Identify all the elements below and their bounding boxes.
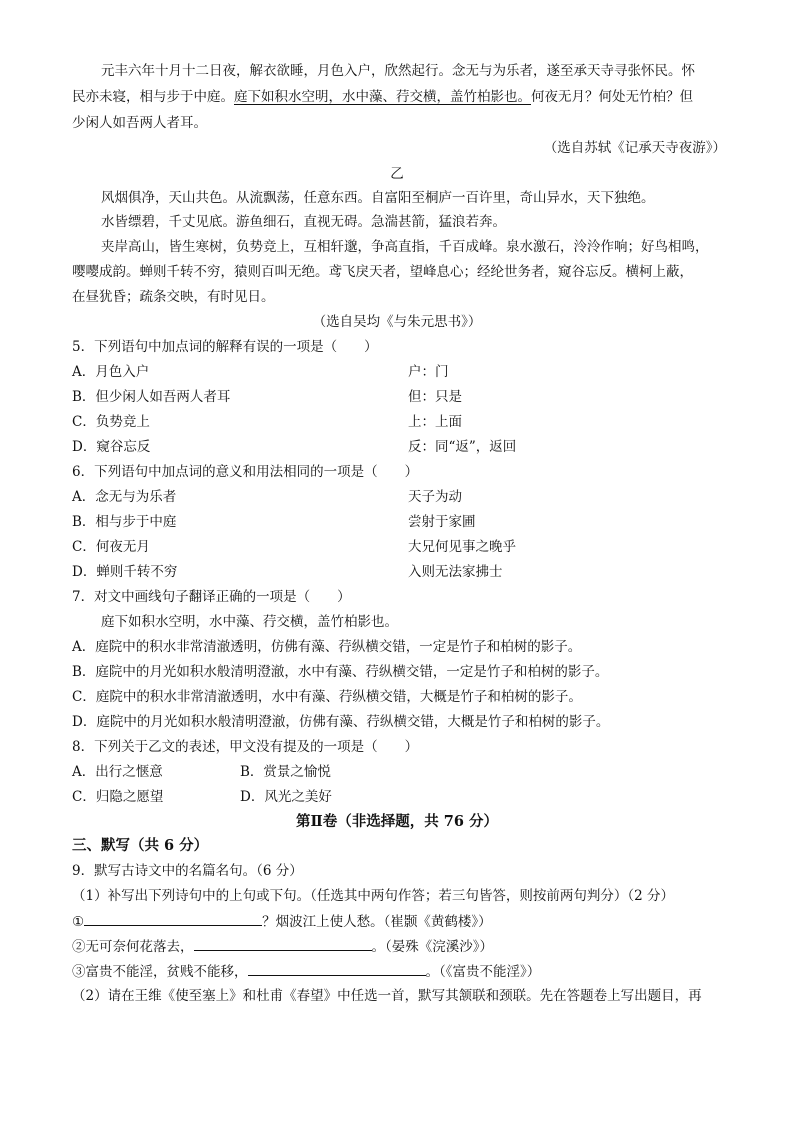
q9-item-2 (72, 936, 493, 957)
q5-option-d-gloss: 反：同“返”，返回 (408, 439, 517, 455)
q7-option-b: B．庭院中的月光如积水般清明澄澈，水中有藻、荇纵横交错，一定是竹子和柏树的影子。 (72, 664, 609, 680)
q8-option-d: D．风光之美好 (240, 789, 332, 805)
q6-option-b: B．相与步于中庭 (72, 514, 177, 530)
q9-item-3-suffix: 。（《富贵不能淫》） (425, 964, 541, 980)
q6-option-d: D．蝉则千转不穷 (72, 564, 178, 580)
yi-paragraph-1: 风烟俱净，天山共色。从流飘荡，任意东西。自富阳至桐庐一百许里，奇山异水，天下独绝。 (101, 190, 655, 206)
q6-option-c-compare: 大兄何见事之晚乎 (408, 539, 516, 555)
q5-option-c-gloss: 上：上面 (408, 414, 462, 430)
q5-stem: 5．下列语句中加点词的解释有误的一项是（ ） (72, 339, 378, 355)
q5-option-b-gloss: 但：只是 (408, 389, 462, 405)
q7-option-a: A．庭院中的积水非常清澈透明，仿佛有藻、荇纵横交错，一定是竹子和柏树的影子。 (72, 639, 582, 655)
yi-paragraph-3-line-1: 夹岸高山，皆生寒树，负势竞上，互相轩邈，争高直指，千百成峰。泉水激石，泠泠作响；好鸟相鸣， (101, 239, 709, 255)
q9-item-1-prefix: ① (72, 914, 85, 930)
q5-option-a: A．月色入户 (72, 364, 150, 380)
q7-option-c: C．庭院中的积水非常清澈透明，水中有藻、荇纵横交错，大概是竹子和柏树的影子。 (72, 689, 582, 705)
q9-item-3-answer-blank[interactable] (248, 961, 426, 976)
jia-line-2-end: 何夜无月？何处无竹柏？但 (531, 89, 693, 105)
q9-sub1-instructions: （1）补写出下列诗句中的上句或下句。（任选其中两句作答；若三句皆答，则按前两句判分）（2 分） (72, 888, 674, 904)
q9-item-1-suffix: ？烟波江上使人愁。（崔颢《黄鹤楼》） (262, 914, 492, 930)
q7-quote: 庭下如积水空明，水中藻、荇交横，盖竹柏影也。 (101, 614, 398, 630)
q8-stem: 8．下列关于乙文的表述，甲文没有提及的一项是（ ） (72, 739, 419, 755)
q5-option-c: C．负势竞上 (72, 414, 150, 430)
q8-option-a: A．出行之惬意 (72, 764, 163, 780)
q9-item-1-answer-blank[interactable] (84, 911, 262, 926)
q8-option-c: C．归隐之愿望 (72, 789, 164, 805)
section-3-heading: 三、默写（共 6 分） (72, 837, 209, 854)
q6-option-a: A．念无与为乐者 (72, 489, 177, 505)
jia-line-2 (72, 87, 693, 107)
jia-source: （选自苏轼《记承天寺夜游》） (543, 140, 726, 156)
yi-paragraph-3-line-2: 嘤嘤成韵。蝉则千转不穷，猿则百叫无绝。鸢飞戾天者，望峰息心；经纶世务者，窥谷忘反。横柯上蔽， (72, 264, 693, 280)
q9-item-3-prefix: ③富贵不能淫，贫贱不能移， (72, 964, 248, 980)
q6-option-c: C．何夜无月 (72, 539, 150, 555)
jia-line-2-start: 民亦未寝，相与步于中庭。 (72, 89, 234, 105)
q9-sub2-instructions: （2）请在王维《使至塞上》和杜甫《春望》中任选一首，默写其颔联和颈联。先在答题卷上写出题目，再 (72, 988, 702, 1004)
yi-paragraph-3-line-3: 在昼犹昏；疏条交映，有时见日。 (72, 289, 275, 305)
q6-option-b-compare: 尝射于家圃 (408, 514, 476, 530)
q7-option-d: D．庭院中的月光如积水般清明澄澈，仿佛有藻、荇纵横交错，大概是竹子和柏树的影子。 (72, 714, 610, 730)
q9-item-3 (72, 961, 540, 982)
q9-item-2-prefix: ②无可奈何花落去， (72, 939, 194, 955)
q5-option-d: D．窥谷忘反 (72, 439, 151, 455)
yi-source: （选自吴均《与朱元思书》） (312, 314, 482, 330)
q6-stem: 6．下列语句中加点词的意义和用法相同的一项是（ ） (72, 464, 419, 480)
q7-stem: 7．对文中画线句子翻译正确的一项是（ ） (72, 589, 351, 605)
yi-paragraph-2: 水皆缥碧，千丈见底。游鱼细石，直视无碍。急湍甚箭，猛浪若奔。 (101, 214, 506, 230)
q5-option-b: B．但少闲人如吾两人者耳 (72, 389, 231, 405)
q8-option-b: B．赏景之愉悦 (240, 764, 331, 780)
q6-option-d-compare: 入则无法家拂士 (408, 564, 503, 580)
q9-stem: 9．默写古诗文中的名篇名句。（6 分） (72, 863, 303, 879)
q9-item-2-answer-blank[interactable] (194, 936, 372, 951)
yi-label: 乙 (390, 166, 404, 182)
q9-item-2-suffix: 。（晏殊《浣溪沙》） (371, 939, 493, 955)
jia-line-3: 少闲人如吾两人者耳。 (72, 115, 207, 131)
part-2-title: 第Ⅱ卷（非选择题，共 76 分） (296, 813, 498, 830)
jia-line-1: 元丰六年十月十二日夜，解衣欲睡，月色入户，欣然起行。念无与为乐者，遂至承天寺寻张怀民。怀 (101, 63, 695, 79)
q6-option-a-compare: 天子为动 (408, 489, 462, 505)
jia-underlined-sentence: 庭下如积水空明，水中藻、荇交横，盖竹柏影也。 (234, 89, 531, 105)
q5-option-a-gloss: 户：门 (408, 364, 449, 380)
q9-item-1 (72, 911, 492, 932)
